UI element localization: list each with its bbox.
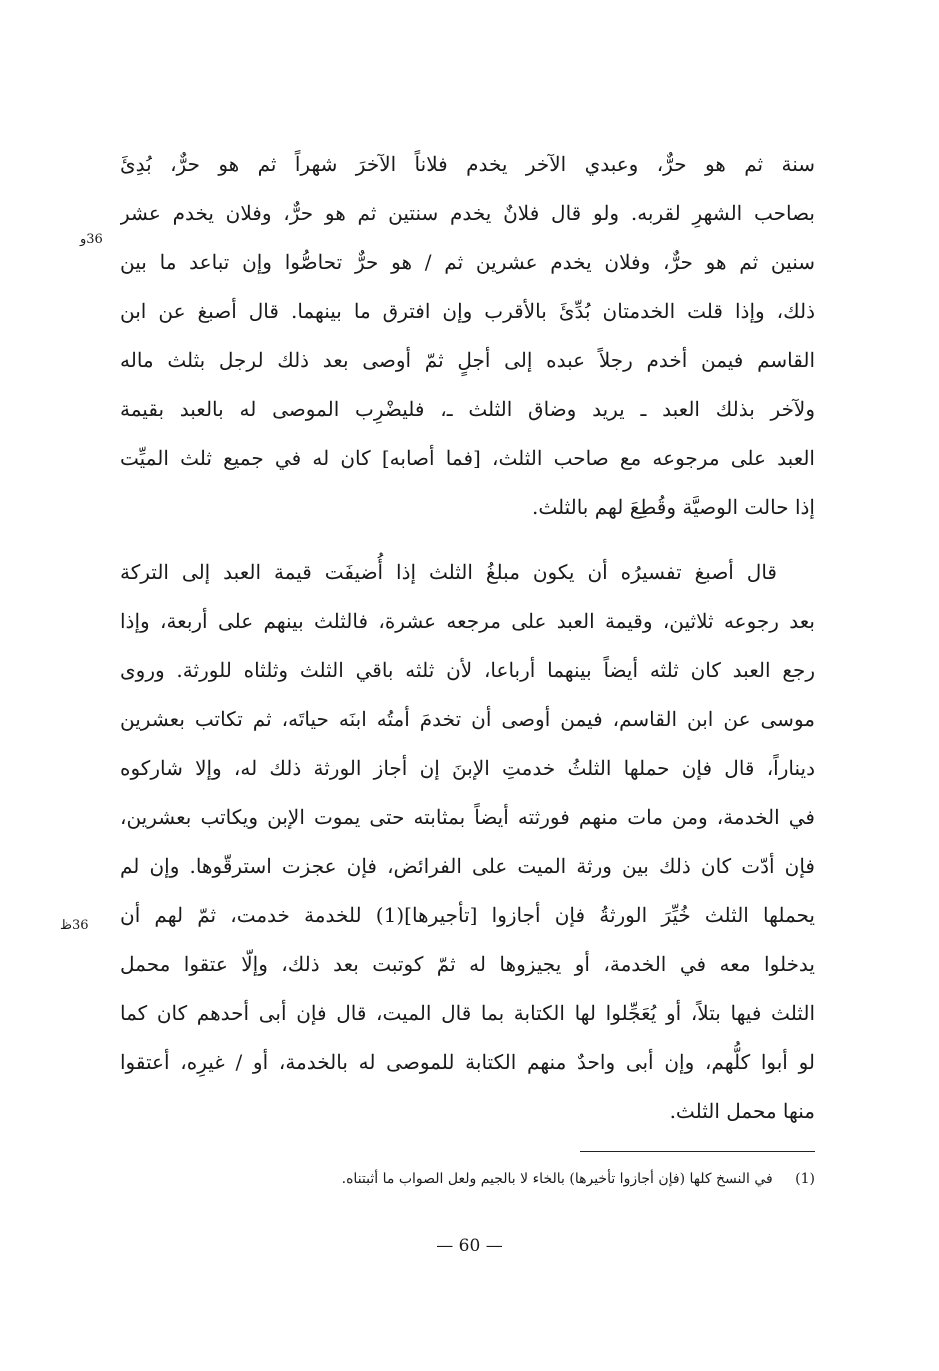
text-line: سنة ثم هو حرٌّ، وعبدي الآخر يخدم فلاناً الآخرَ شهراً ثم هو حرٌّ، بُدِئَ [120, 152, 815, 176]
text-line: يحملها الثلث خُيِّرَ الورثةُ فإن أجازوا [تأجيرها](1) للخدمة خدمت، ثمّ لهم أن [120, 903, 815, 927]
text-line: فإن أدّت كان ذلك بين ورثة الميت على الفرائض، فإن عجزت استرقّوها. وإن لم [120, 854, 815, 878]
folio-marker-verso: 36ظ [60, 918, 89, 933]
text-line: العبد على مرجوعه مع صاحب الثلث، [فما أصابه] كان له في جميع ثلث الميِّت [120, 446, 815, 470]
text-line: ولآخر بذلك العبد ـ يريد وضاق الثلث ـ، فليضْرِب الموصى له بالعبد بقيمة [120, 397, 815, 421]
text-line: بعد رجوعه ثلاثين، وقيمة العبد على مرجعه عشرة، فالثلث بينهم على أربعة، وإذا [120, 609, 815, 633]
footnote-number: (1) [795, 1171, 815, 1187]
folio-marker-recto: 36و [80, 232, 103, 247]
text-line: سنين ثم هو حرٌّ، وفلان يخدم عشرين ثم / هو حرٌّ تحاصُّوا وإن تباعد ما بين [120, 250, 815, 274]
paragraph-1 [120, 140, 815, 532]
text-line: في الخدمة، ومن مات منهم فورثته أيضاً بمثابته حتى يموت الإبن ويكاتب بعشرين، [120, 805, 815, 829]
paragraph-2 [120, 548, 815, 1136]
text-line: يدخلوا معه في الخدمة، أو يجيزوها له ثمّ كوتبت بعد ذلك، وإلّا عتقوا محمل [120, 952, 815, 976]
page-number: — 60 — [436, 1236, 503, 1256]
text-line: إذا حالت الوصيَّة وقُطِعَ لهم بالثلث. [531, 495, 815, 519]
footnote [230, 1168, 815, 1190]
text-line: الثلث فيها بتلاً، أو يُعَجِّلوا لها الكتابة بما قال الميت، قال فإن أبى أحدهم كان كما [120, 1001, 815, 1025]
footnote-rule [580, 1151, 815, 1152]
text-line: موسى عن ابن القاسم، فيمن أوصى أن تخدمَ أمتُه ابنَه حياتَه، ثم تكاتب بعشرين [120, 707, 815, 731]
text-line: ديناراً، قال فإن حملها الثلثُ خدمتِ الإبنَ إن أجاز الورثة ذلك له، وإلا شاركوه [120, 756, 815, 780]
text-line: بصاحب الشهرِ لقربه. ولو قال فلانٌ يخدم سنتين ثم هو حرٌّ، وفلان يخدم عشر [120, 201, 815, 225]
text-line: لو أبوا كلُّهم، وإن أبى واحدٌ منهم الكتابة للموصى له بالخدمة، أو / غيرِه، أعتقوا [120, 1050, 815, 1074]
text-line: قال أصبغ تفسيرُه أن يكون مبلغُ الثلث إذا أُضيفَت قيمة العبد إلى التركة [120, 560, 777, 584]
text-line: القاسم فيمن أخدم رجلاً عبده إلى أجلٍ ثمّ أوصى بعد ذلك لرجل بثلث ماله [120, 348, 815, 372]
text-line: رجع العبد كان ثلثه أيضاً بينهما أرباعا، لأن ثلثه باقي الثلث وثلثاه للورثة. وروى [120, 658, 815, 682]
footnote-text: في النسخ كلها (فإن أجازوا تأخيرها) بالخاء لا بالجيم ولعل الصواب ما أثبتناه. [341, 1171, 773, 1187]
text-line: ذلك، وإذا قلت الخدمتان بُدِّئَ بالأقرب وإن افترق ما بينهما. قال أصبغ عن ابن [120, 299, 815, 323]
text-line: منها محمل الثلث. [669, 1099, 815, 1123]
main-text [120, 140, 815, 1136]
